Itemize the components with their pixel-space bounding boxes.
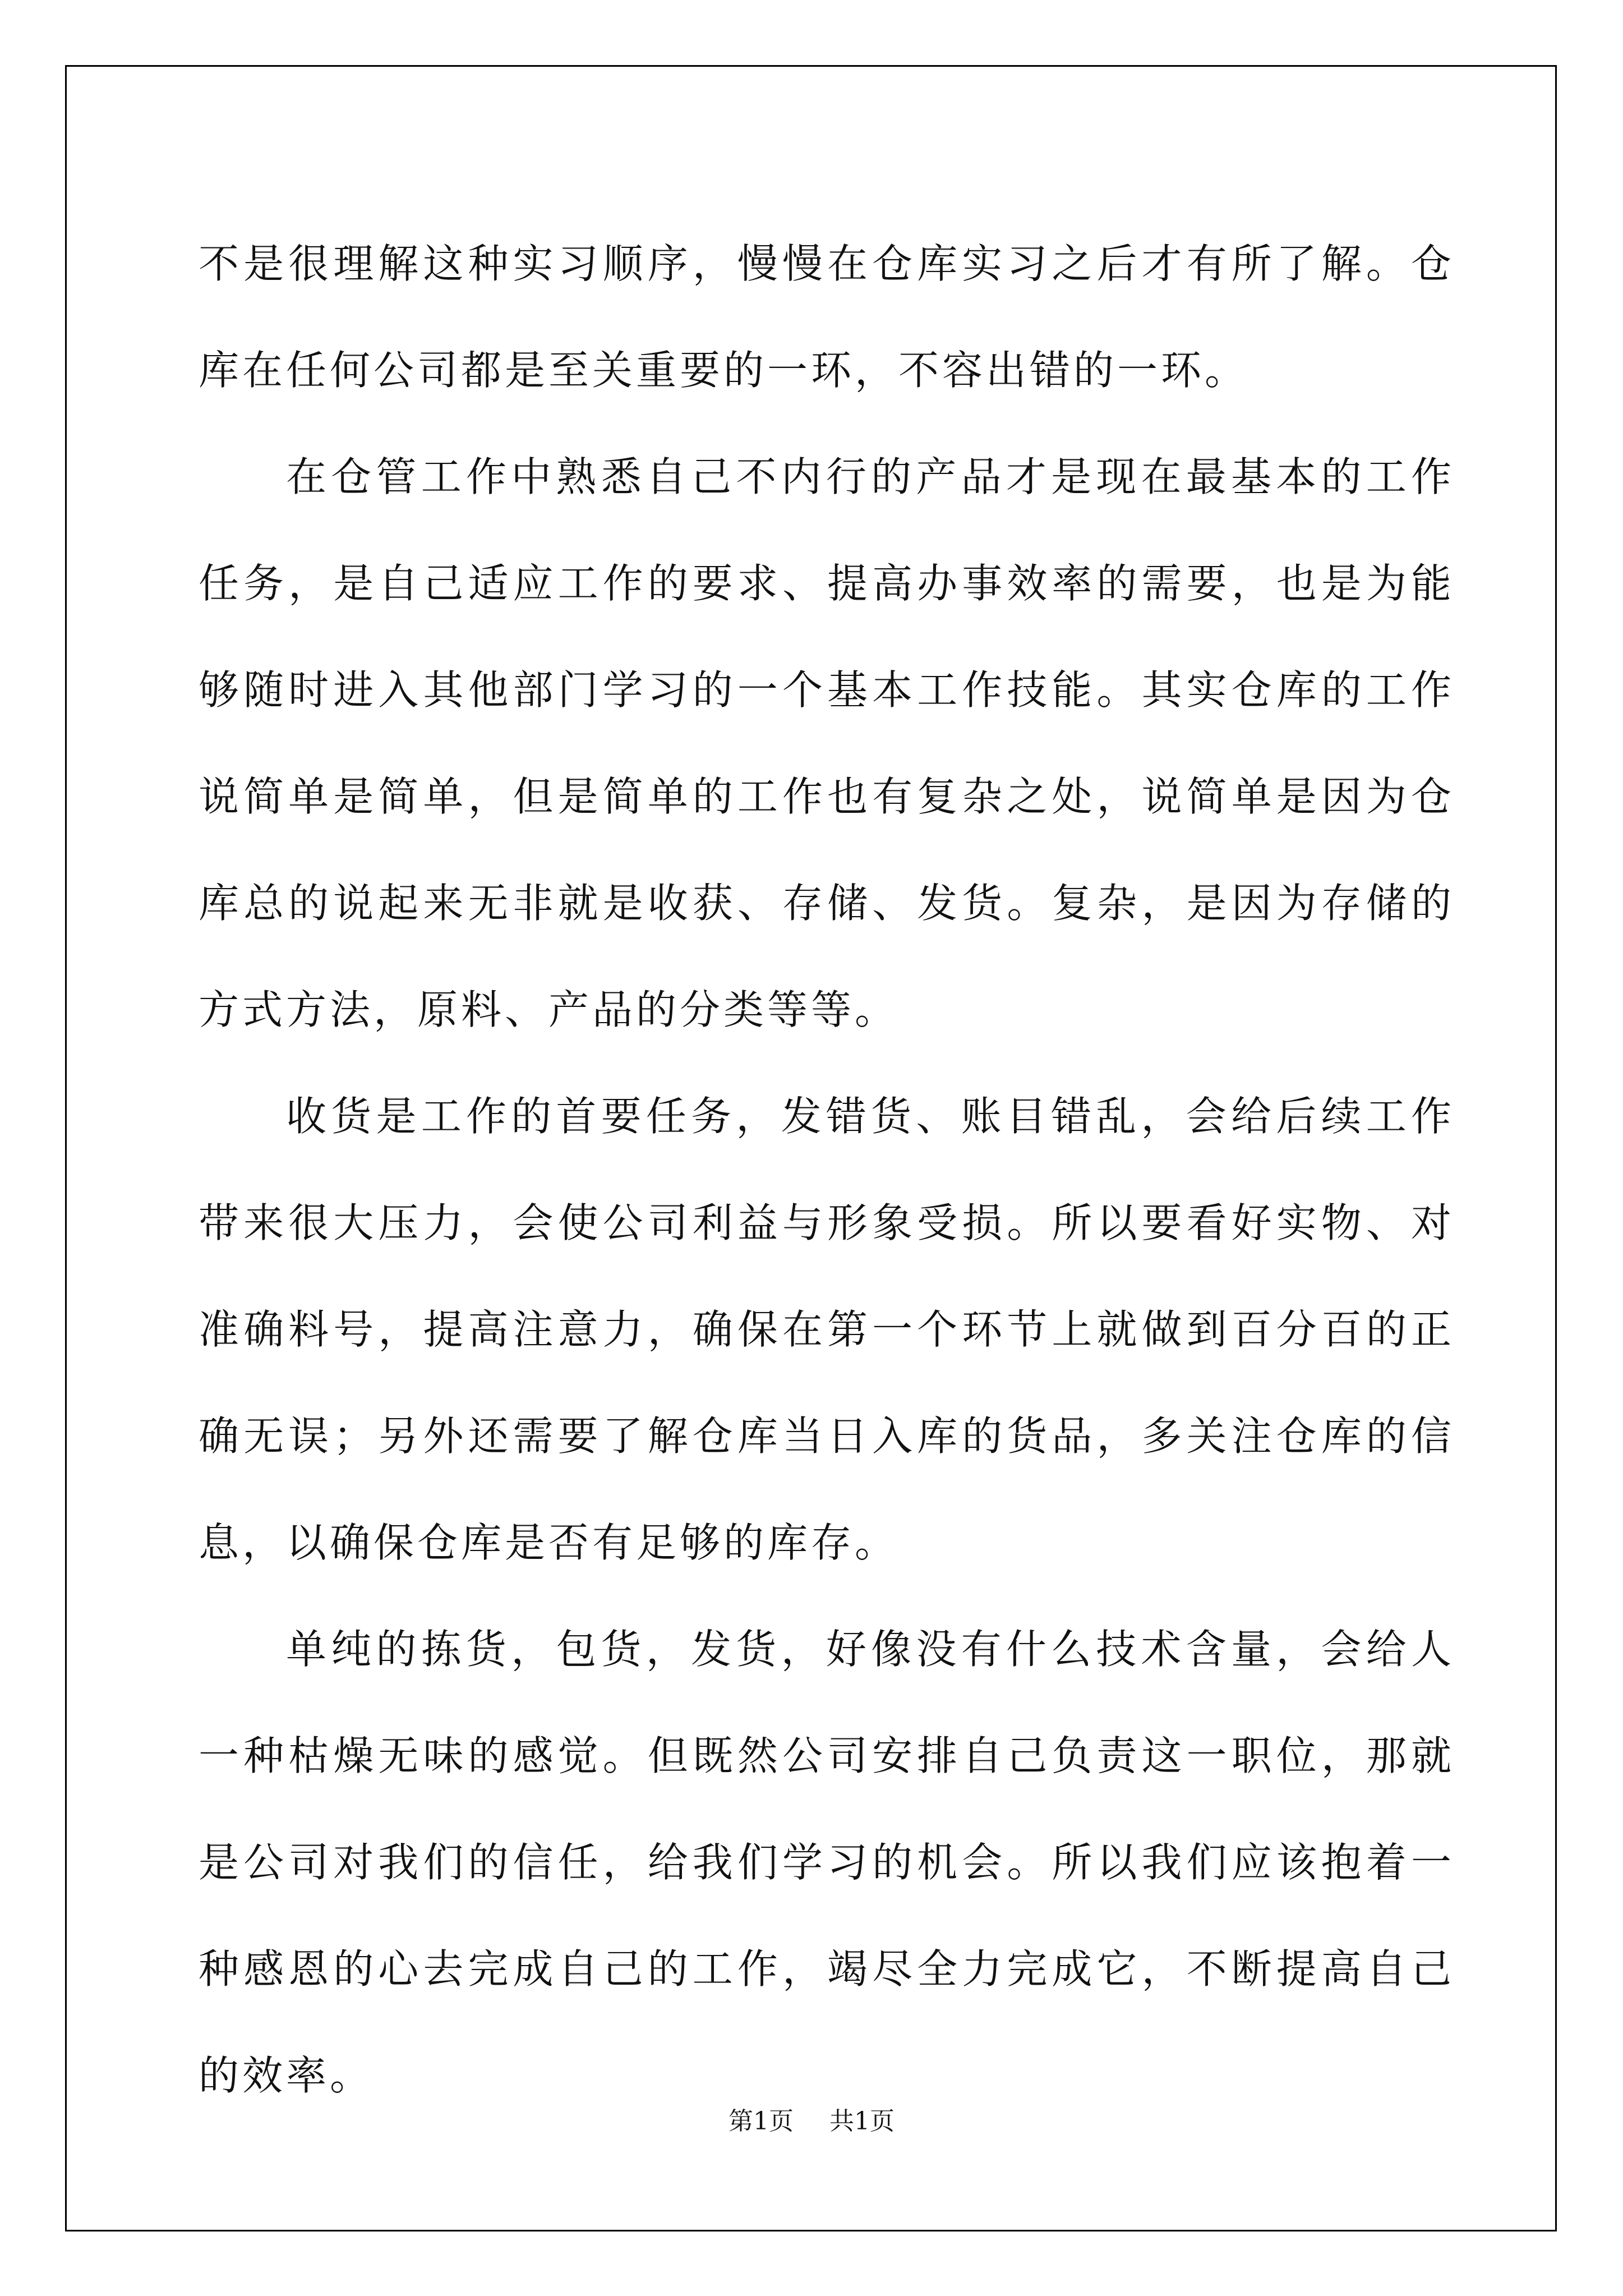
paragraph-2: 在仓管工作中熟悉自己不内行的产品才是现在最基本的工作任务，是自己适应工作的要求、提高办事效率的需要，也是为能够随时进入其他部门学习的一个基本工作技能。其实仓库的工作说简单是简单，但是简单的工作也有复杂之处，说简单是因为仓库总的说起来无非就是收获、存储、发货。复杂，是因为存储的方式方法，原料、产品的分类等等。 xyxy=(199,453,1455,1033)
page-number: 第1页 xyxy=(728,2107,794,2136)
paragraph-4: 单纯的拣货，包货，发货，好像没有什么技术含量，会给人一种枯燥无味的感觉。但既然公司安排自己负责这一职位，那就是公司对我们的信任，给我们学习的机会。所以我们应该抱着一种感恩的心去完成自己的工作，竭尽全力完成它，不断提高自己的效率。 xyxy=(199,1626,1455,2099)
document-body xyxy=(199,210,1455,2129)
page-count: 共1页 xyxy=(829,2107,895,2136)
page-footer xyxy=(0,2101,1623,2137)
paragraph-1: 不是很理解这种实习顺序，慢慢在仓库实习之后才有所了解。仓库在任何公司都是至关重要的一环，不容出错的一环。 xyxy=(199,240,1455,394)
paragraph-3: 收货是工作的首要任务，发错货、账目错乱，会给后续工作带来很大压力，会使公司利益与形象受损。所以要看好实物、对准确料号，提高注意力，确保在第一个环节上就做到百分百的正确无误；另外还需要了解仓库当日入库的货品，多关注仓库的信息，以确保仓库是否有足够的库存。 xyxy=(199,1093,1455,1566)
